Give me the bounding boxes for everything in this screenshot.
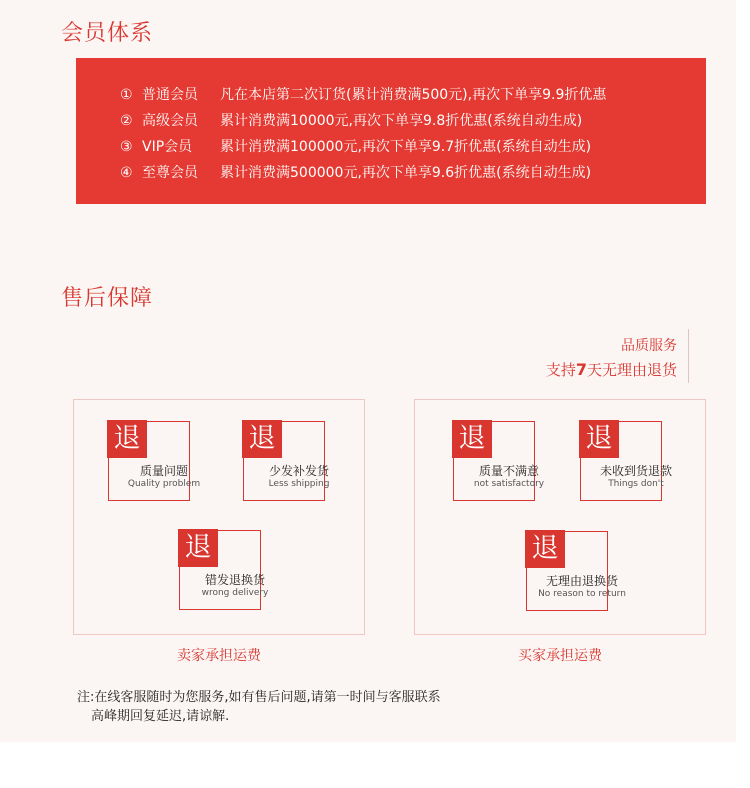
divider (688, 329, 689, 383)
service-promise (537, 327, 689, 385)
level-number: ③ (120, 139, 133, 155)
level-name: VIP会员 (142, 139, 193, 155)
card-label-en: Less shipping (268, 479, 330, 489)
level-description: 累计消费满500000元,再次下单享9.6折优惠(系统自动生成) (220, 165, 592, 181)
return-card (108, 421, 201, 501)
return-badge-icon: 退 (525, 530, 565, 568)
card-label: 少发补发货 (268, 464, 329, 478)
member-level-row (120, 110, 582, 132)
return-card (243, 421, 330, 501)
buyer-pays-panel (414, 399, 706, 664)
return-badge-icon: 退 (242, 420, 282, 458)
return-policy-prefix: 支持 (545, 361, 576, 379)
member-level-row (120, 136, 591, 158)
note-line: 高峰期回复延迟,请谅解. (91, 709, 230, 724)
level-name: 高级会员 (142, 113, 198, 129)
member-level-row (120, 84, 606, 106)
card-label: 质量问题 (139, 464, 188, 478)
seller-pays-panel (73, 399, 365, 664)
return-days-number: 7 (575, 360, 587, 379)
card-label: 质量不满意 (478, 464, 539, 478)
level-number: ④ (120, 165, 133, 181)
membership-title: 会员体系 (61, 21, 154, 46)
return-badge-icon: 退 (579, 420, 619, 458)
return-policy-text (546, 359, 677, 380)
return-card (179, 530, 269, 610)
card-label-en: wrong delivery (201, 588, 269, 598)
customer-service-note (77, 688, 441, 726)
card-label-en: Quality problem (127, 479, 201, 489)
buyer-pays-caption: 买家承担运费 (518, 648, 602, 664)
level-name: 普通会员 (142, 87, 198, 103)
level-description: 凡在本店第二次订货(累计消费满500元),再次下单享9.9折优惠 (220, 87, 607, 103)
seller-pays-caption: 卖家承担运费 (177, 648, 261, 664)
aftersales-title: 售后保障 (61, 286, 154, 311)
return-badge-icon: 退 (107, 420, 147, 458)
return-badge-icon: 退 (452, 420, 492, 458)
return-card (453, 421, 545, 501)
return-card (580, 421, 672, 501)
member-level-row (120, 162, 591, 184)
level-number: ② (120, 113, 133, 129)
membership-box (76, 58, 706, 204)
card-label: 无理由退换货 (545, 574, 618, 588)
card-label: 错发退换货 (204, 573, 265, 587)
level-number: ① (120, 87, 133, 103)
return-policy-suffix: 天无理由退货 (586, 361, 677, 379)
card-label-en: Things don't (608, 479, 664, 489)
note-line: 注:在线客服随时为您服务,如有售后问题,请第一时间与客服联系 (77, 690, 441, 705)
level-description: 累计消费满10000元,再次下单享9.8折优惠(系统自动生成) (220, 113, 583, 129)
return-card (526, 531, 626, 611)
quality-service-text: 品质服务 (621, 338, 677, 354)
card-label: 未收到货退款 (599, 464, 672, 478)
level-name: 至尊会员 (142, 165, 198, 181)
card-label-en: No reason to return (538, 589, 626, 599)
card-label-en: not satisfactory (473, 479, 545, 489)
level-description: 累计消费满100000元,再次下单享9.7折优惠(系统自动生成) (220, 139, 592, 155)
return-badge-icon: 退 (178, 529, 218, 567)
